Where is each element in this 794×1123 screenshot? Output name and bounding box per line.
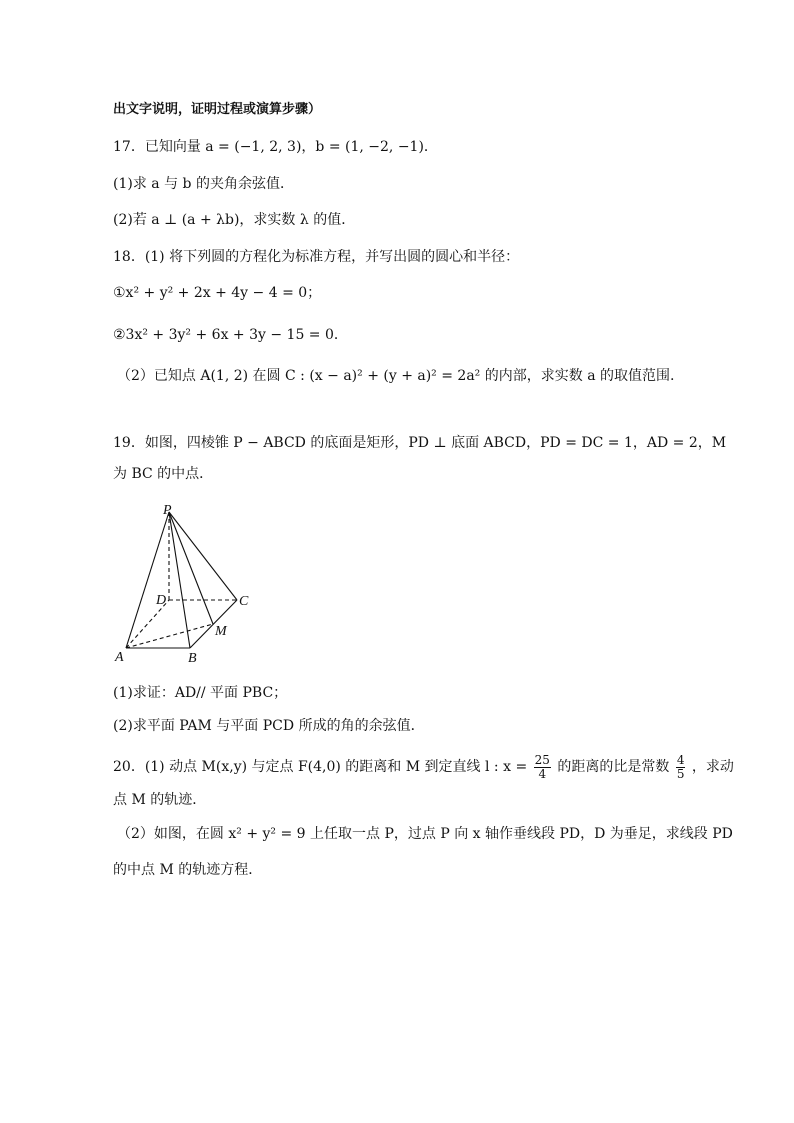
q20-line4: 的中点 M 的轨迹方程． [113,862,263,878]
pyramid-figure [108,498,268,666]
fraction-25-4: $\frac{25}{4}$ [534,752,550,781]
section-header: 出文字说明，证明过程或演算步骤） [113,102,322,117]
edge-PC [169,512,237,600]
q19-stem-line2: 为 BC 的中点． [113,466,214,482]
q18-part2: （2）已知点 A(1, 2) 在圆 C : (x − a)² + (y + a)² = 2a² 的内部，求实数 a 的取值范围. [117,368,675,384]
q20-line1 [113,752,734,782]
q20-line2: 点 M 的轨迹． [113,792,207,808]
q18-eq2: ②3x² + 3y² + 6x + 3y − 15 = 0． [113,327,348,343]
q18-stem: 18．(1) 将下列圆的方程化为标准方程，并写出圆的圆心和半径： [113,249,520,265]
label-D: D [156,593,167,608]
q19-part1: (1)求证：AD// 平面 PBC； [113,685,288,701]
label-A: A [115,650,124,665]
q17-part1: (1)求 a 与 b 的夹角余弦值． [113,176,294,192]
q20-line3: （2）如图，在圆 x² + y² = 9 上任取一点 P，过点 P 向 x 轴作垂线段 PD，D 为垂足，求线段 PD [117,826,733,842]
edge-BC [190,600,237,648]
q20-line1-c: ，求动 [691,759,734,775]
q20-line1-a: 20．(1) 动点 M(x,y) 与定点 F(4,0) 的距离和 M 到定直线 l : x = [113,759,528,775]
fraction-4-5: $\frac{4}{5}$ [676,752,685,781]
label-C: C [239,594,249,609]
edge-AM [126,624,213,648]
q17-stem: 17．已知向量 a = (−1, 2, 3)，b = (1, −2, −1)． [113,139,438,155]
q17-part2: (2)若 a ⊥ (a + λb)，求实数 λ 的值． [113,212,356,228]
label-P: P [163,503,172,518]
edge-PM [169,512,213,624]
label-B: B [188,651,197,666]
q20-line1-b: 的距离的比是常数 [557,759,670,775]
q19-part2: (2)求平面 PAM 与平面 PCD 所成的角的余弦值． [113,718,425,734]
edge-PB [169,512,190,648]
q18-eq1: ①x² + y² + 2x + 4y − 4 = 0； [113,285,322,301]
q19-stem-line1: 19．如图，四棱锥 P − ABCD 的底面是矩形，PD ⊥ 底面 ABCD，PD = DC = 1，AD = 2，M [113,435,727,451]
edge-PA [126,512,169,648]
label-M: M [215,624,227,639]
